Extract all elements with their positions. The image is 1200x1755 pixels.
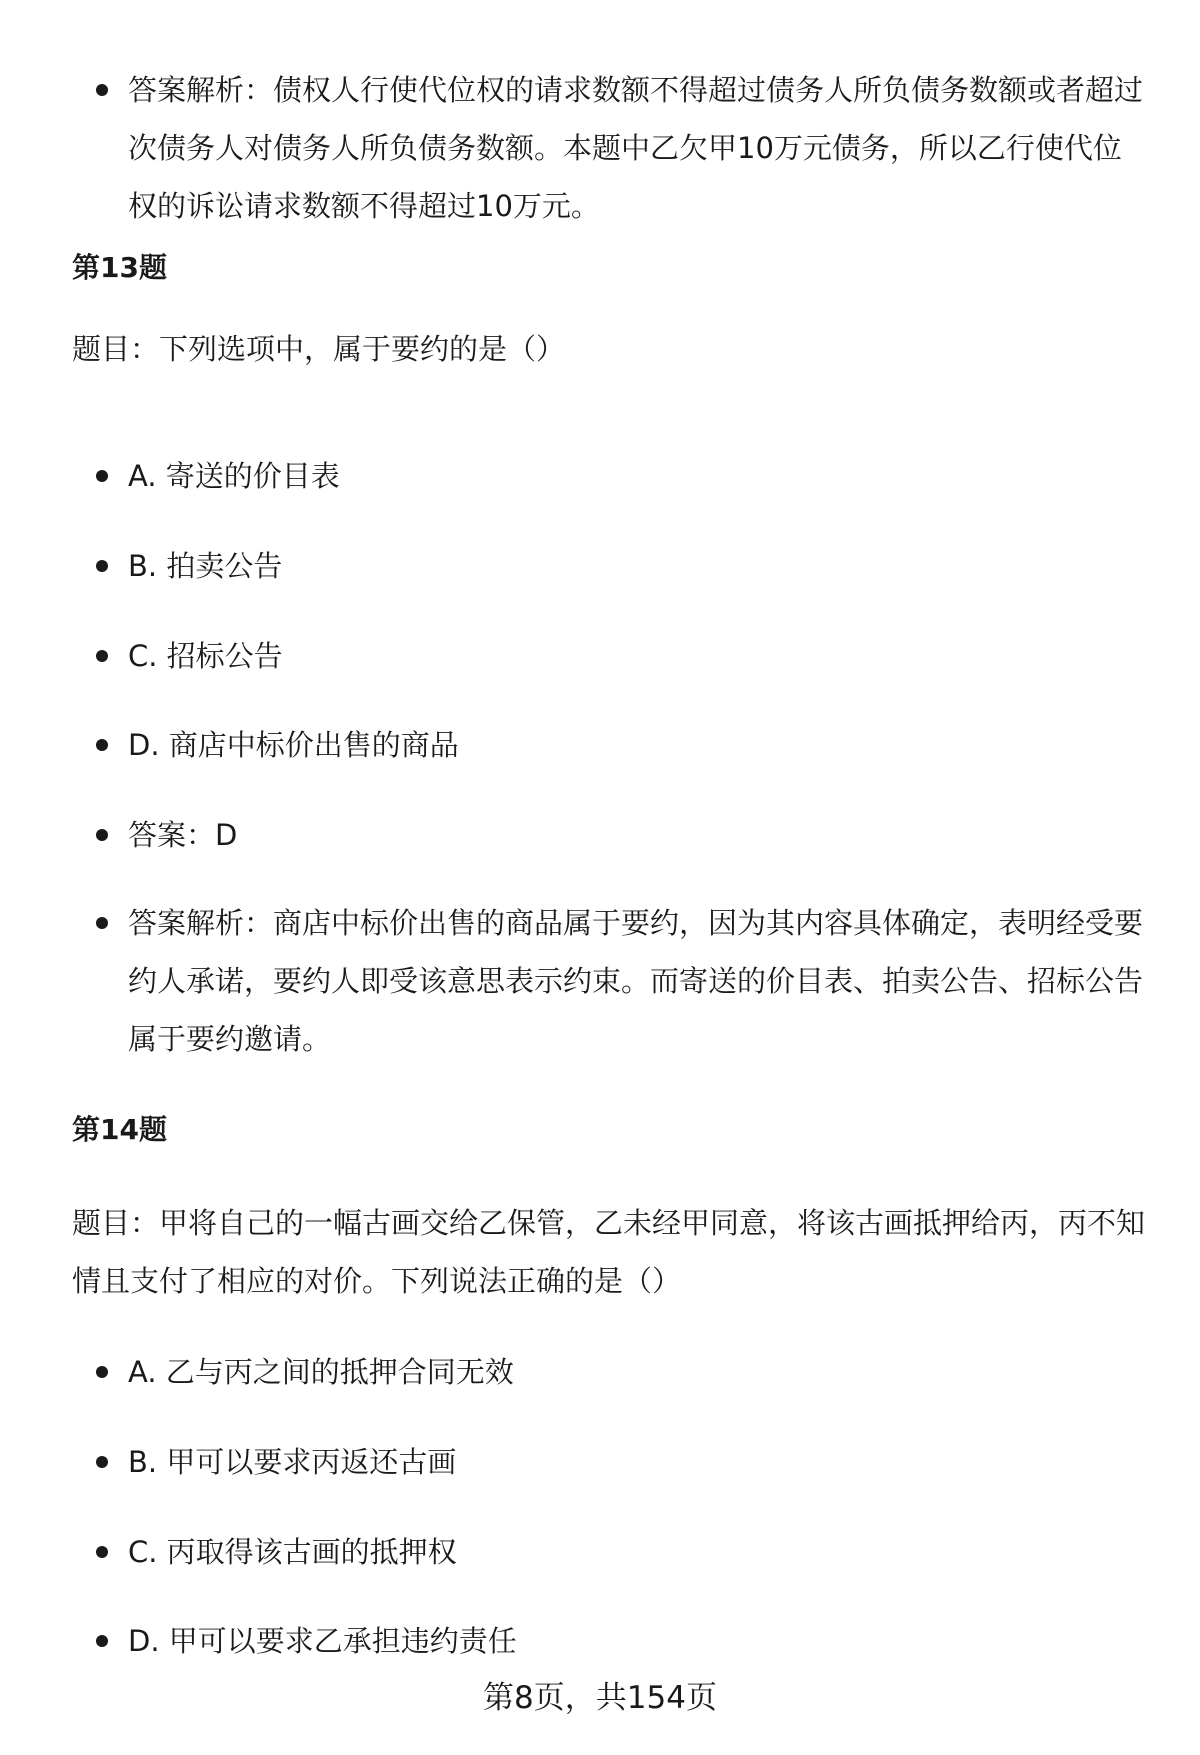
bullet-dot bbox=[96, 84, 108, 96]
question-13-stem: 题目：下列选项中，属于要约的是（） bbox=[72, 332, 566, 366]
question-14-option-d: D. 甲可以要求乙承担违约责任 bbox=[128, 1624, 517, 1658]
page-number-footer: 第8页，共154页 bbox=[483, 1680, 717, 1716]
bullet-dot bbox=[96, 1456, 108, 1468]
question-13-title: 第13题 bbox=[72, 251, 167, 284]
prev-answer-analysis: 答案解析：债权人行使代位权的请求数额不得超过债务人所负债务数额或者超过次债务人对债务人所负债务数额。本题中乙欠甲10万元债务，所以乙行使代位权的诉讼请求数额不得超过10万元。 bbox=[128, 73, 1144, 223]
question-13-option-c: C. 招标公告 bbox=[128, 639, 283, 673]
question-14-stem: 题目：甲将自己的一幅古画交给乙保管，乙未经甲同意，将该古画抵押给丙，丙不知情且支付了相应的对价。下列说法正确的是（） bbox=[72, 1206, 1146, 1298]
bullet-dot bbox=[96, 739, 108, 751]
question-13-answer: 答案：D bbox=[128, 818, 238, 852]
question-14-option-a: A. 乙与丙之间的抵押合同无效 bbox=[128, 1355, 514, 1389]
question-13-analysis: 答案解析：商店中标价出售的商品属于要约，因为其内容具体确定，表明经受要约人承诺，要约人即受该意思表示约束。而寄送的价目表、拍卖公告、招标公告属于要约邀请。 bbox=[128, 906, 1144, 1056]
bullet-dot bbox=[96, 560, 108, 572]
question-14-title: 第14题 bbox=[72, 1113, 167, 1146]
question-13-option-b: B. 拍卖公告 bbox=[128, 549, 283, 583]
bullet-dot bbox=[96, 470, 108, 482]
question-14-option-c: C. 丙取得该古画的抵押权 bbox=[128, 1535, 457, 1569]
question-13-option-a: A. 寄送的价目表 bbox=[128, 459, 340, 493]
question-13-option-d: D. 商店中标价出售的商品 bbox=[128, 728, 459, 762]
bullet-dot bbox=[96, 917, 108, 929]
bullet-dot bbox=[96, 1366, 108, 1378]
bullet-dot bbox=[96, 650, 108, 662]
bullet-dot bbox=[96, 829, 108, 841]
bullet-dot bbox=[96, 1635, 108, 1647]
question-14-option-b: B. 甲可以要求丙返还古画 bbox=[128, 1445, 457, 1479]
bullet-dot bbox=[96, 1546, 108, 1558]
